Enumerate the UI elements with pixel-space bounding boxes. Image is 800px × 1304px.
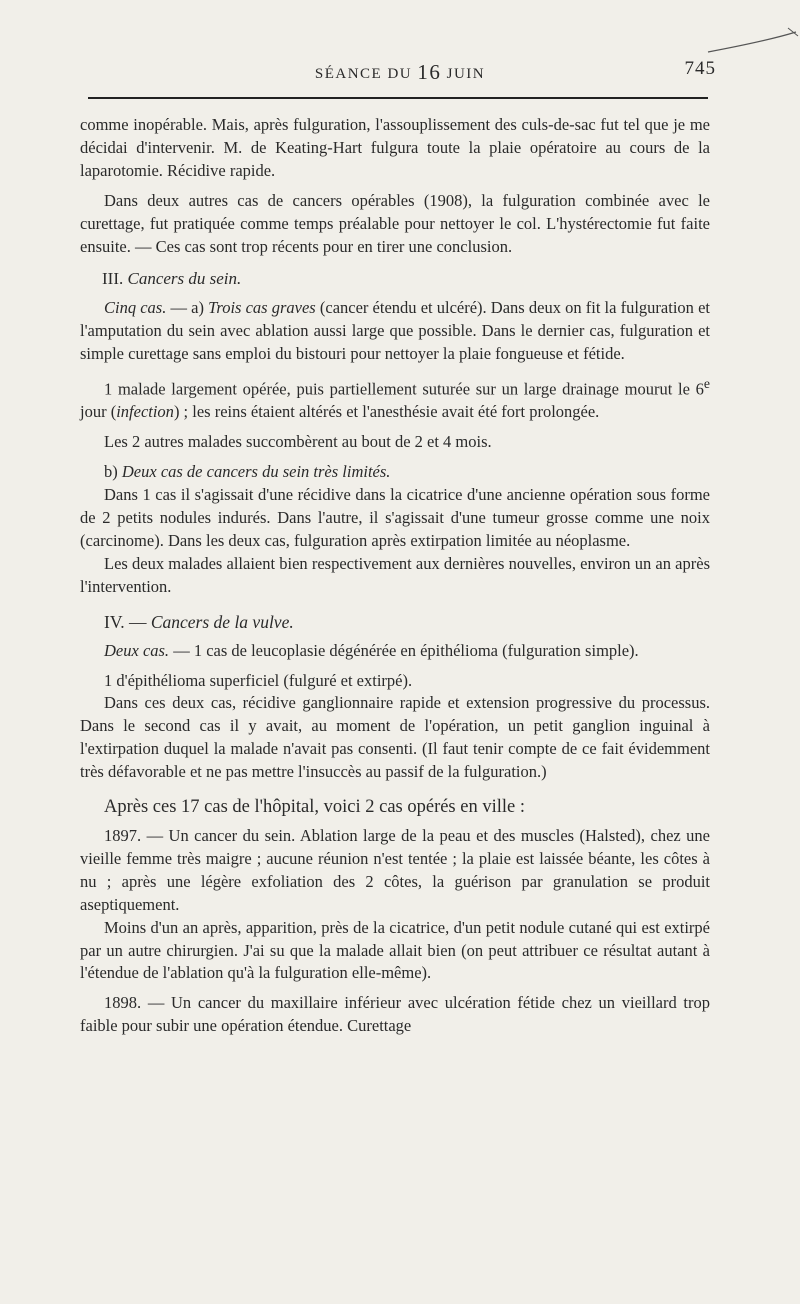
paragraph: Cinq cas. — a) Trois cas graves (cancer étendu et ulcéré). Dans deux on fit la fulguration et l'amputation du sein avec ablation aussi large que possible. Dans le dernier cas, fulguration et simple curettage sans emploi du bistouri pour nettoyer la plaie fongueuse et fétide. (80, 298, 710, 364)
paragraph: Moins d'un an après, apparition, près de la cicatrice, d'un petit nodule cutané qui est extirpé par un autre chirurgien. J'ai su que la malade allait bien (on peut attribuer ce résultat autant à l'étendue de l'ablation qu'à la fulguration elle-même). (80, 917, 710, 983)
header-title: SÉANCE DU 16 JUIN (314, 60, 486, 84)
body-text (80, 114, 710, 1038)
paragraph: Dans deux autres cas de cancers opérables (1908), la fulguration combinée avec le curettage, fut pratiquée comme temps préalable pour nettoyer le col. L'hystérectomie fut faite ensuite. — Ces cas sont trop récents pour en tirer une conclusion. (80, 190, 710, 256)
running-header (80, 56, 720, 86)
paragraph: 1897. — Un cancer du sein. Ablation large de la peau et des muscles (Halsted), chez une vieille femme très maigre ; aucune réunion n'est tentée ; la plaie est laissée béante, les côtes à nu ; après une légère exfoliation des 2 côtes, la guérison par granulation se produit aseptiquement. (80, 825, 710, 914)
paragraph: 1 d'épithélioma superficiel (fulguré et extirpé). (104, 670, 413, 690)
paragraph: 1 malade largement opérée, puis partiellement suturée sur un large drainage mourut le 6e jour (infection) ; les reins étaient altérés et l'anesthésie avait été fort prolongée. (80, 376, 710, 422)
section-heading: III. Cancers du sein. (102, 269, 242, 289)
subheading: Après ces 17 cas de l'hôpital, voici 2 cas opérés en ville : (104, 797, 525, 818)
paragraph: Dans 1 cas il s'agissait d'une récidive dans la cicatrice d'une ancienne opération sous forme de 2 petits nodules indurés. Dans l'autre, il s'agissait d'une tumeur grosse comme une noix (carcinome). Dans les deux cas, fulguration après extirpation limitée au néoplasme. (80, 485, 710, 550)
page-number: 745 (684, 58, 716, 79)
paragraph: Les deux malades allaient bien respectivement aux dernières nouvelles, environ un an après l'intervention. (80, 553, 710, 596)
paragraph: b) Deux cas de cancers du sein très limités. (104, 462, 391, 482)
paragraph: 1898. — Un cancer du maxillaire inférieur avec ulcération fétide chez un vieillard trop faible pour subir une opération étendue. Curettage (80, 993, 710, 1036)
paragraph: comme inopérable. Mais, après fulguration, l'assouplissement des culs-de-sac fut tel que je me décidai d'intervenir. M. de Keating-Hart fulgura toute la plaie opératoire au cours de la laparotomie. Récidive rapide. (80, 115, 710, 180)
paragraph: Deux cas. — 1 cas de leucoplasie dégénérée en épithélioma (fulguration simple). (104, 640, 639, 660)
paragraph: Dans ces deux cas, récidive ganglionnaire rapide et extension progressive du processus. Dans le second cas il y avait, au moment de l'opération, un petit ganglion inguinal à l'extirpation duquel la malade n'avait pas consenti. (Il faut tenir compte de ce fait évidemment très défavorable et ne pas mettre l'insuccès au passif de la fulguration.) (80, 693, 710, 782)
header-rule (88, 97, 708, 99)
paragraph: Les 2 autres malades succombèrent au bout de 2 et 4 mois. (104, 432, 492, 452)
section-heading: IV. — Cancers de la vulve. (104, 611, 294, 632)
